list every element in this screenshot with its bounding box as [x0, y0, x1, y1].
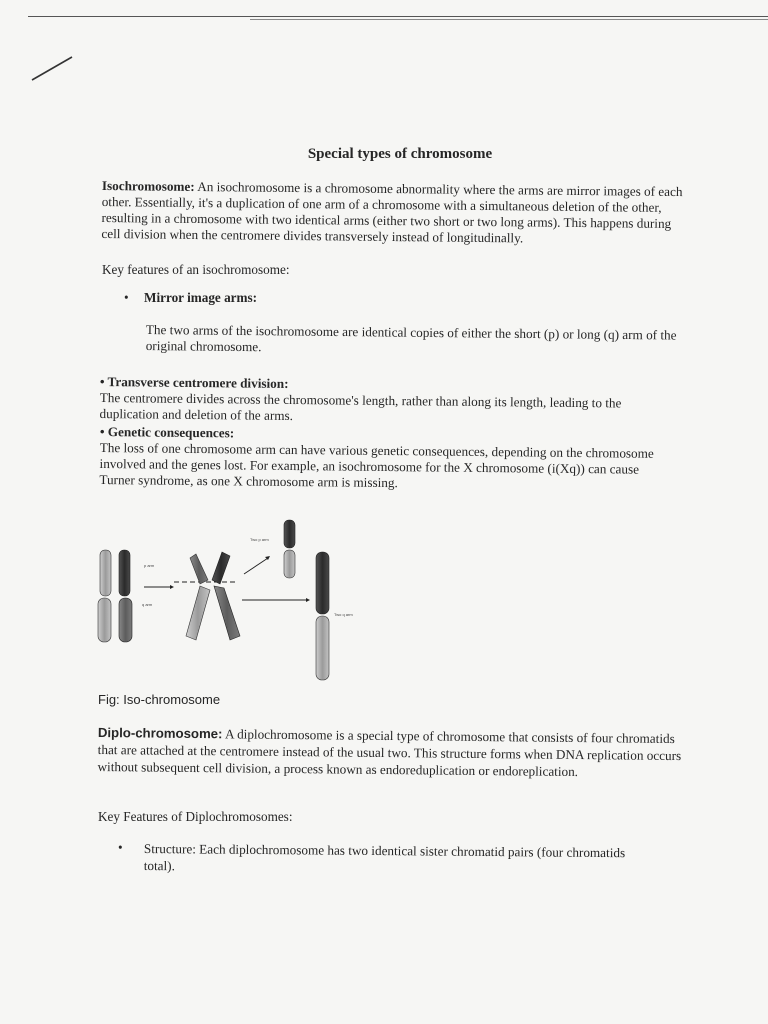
pen-mark-icon [30, 54, 76, 84]
chromatid-right-short-arm [119, 550, 130, 596]
chromatid-left-short-arm [100, 550, 111, 596]
diplo-key-features-label: Key Features of Diplochromosomes: [98, 809, 293, 824]
iso-q-arm-top [316, 552, 329, 614]
isochromosome-figure [88, 512, 378, 684]
iso-q-arm-bottom [316, 616, 329, 680]
genetic-text: The loss of one chromosome arm can have various genetic consequences, depending on the chromosome involved and the genes lost. For example, an isochromosome for the X chromosome (i(Xq)) can cause Turner syndrome, as one X chromosome arm is missing. [99, 439, 654, 491]
x-upper-right-arm [212, 552, 230, 584]
two-p-arms-label: Two p arm [250, 537, 269, 542]
isochromosome-text: An isochromosome is a chromosome abnormality where the arms are mirror images of each other. Essentially, it's a duplication of one arm of a chromosome with a simultaneous deletion of the other, resulting in a chromosome with two identical arms (either two short or two long arms). This happens during cell division when the centromere divides transversely instead of longitudinally. [101, 178, 683, 246]
x-lower-right-arm [214, 586, 240, 640]
transverse-division-item [99, 374, 679, 428]
structure-bullet-icon: • [118, 840, 123, 855]
chromatid-right-long-arm [119, 598, 132, 642]
mirror-arms-text: The two arms of the isochromosome are identical copies of either the short (p) or long (q) arm of the original chromosome. [145, 322, 677, 355]
x-upper-left-arm [190, 554, 208, 584]
page-title: Special types of chromosome [307, 146, 493, 162]
transverse-heading: • Transverse centromere division: [99, 374, 289, 391]
bullet-icon: • [124, 290, 129, 305]
diplochromosome-paragraph [97, 724, 683, 781]
two-q-arms-label: Two q arm [334, 612, 353, 617]
genetic-heading: • Genetic consequences: [99, 424, 235, 441]
diplochromosome-text: A diplochromosome is a special type of chromosome that consists of four chromatids that are attached at the centromere instead of the usual two. This structure forms when DNA replication occurs without subsequent cell division, a process known as endoreduplication or endoreplication. [97, 726, 682, 780]
iso-p-arm-bottom [284, 550, 295, 578]
isochromosome-heading: Isochromosome: [101, 178, 195, 194]
isochromosome-paragraph [101, 178, 687, 248]
mirror-arms-heading: Mirror image arms: [144, 290, 258, 305]
transverse-text: The centromere divides across the chromosome's length, rather than along its length, leading to the duplication and deletion of the arms. [99, 389, 622, 424]
mirror-arms-item [124, 290, 257, 306]
structure-text: Structure: Each diplochromosome has two identical sister chromatid pairs (four chromatids total). [143, 840, 626, 874]
top-rule [28, 16, 768, 17]
chromatid-left-long-arm [98, 598, 111, 642]
arrow-to-two-p [244, 558, 268, 574]
p-arm-label: p arm [144, 563, 155, 568]
iso-p-arm-top [284, 520, 295, 548]
diplochromosome-heading: Diplo-chromosome: [97, 724, 223, 742]
q-arm-label: q arm [142, 602, 153, 607]
top-rule-secondary [250, 19, 768, 20]
x-lower-left-arm [186, 586, 210, 640]
genetic-consequences-item [99, 424, 660, 494]
figure-caption: Fig: Iso-chromosome [98, 692, 221, 707]
iso-key-features-label: Key features of an isochromosome: [102, 262, 290, 277]
